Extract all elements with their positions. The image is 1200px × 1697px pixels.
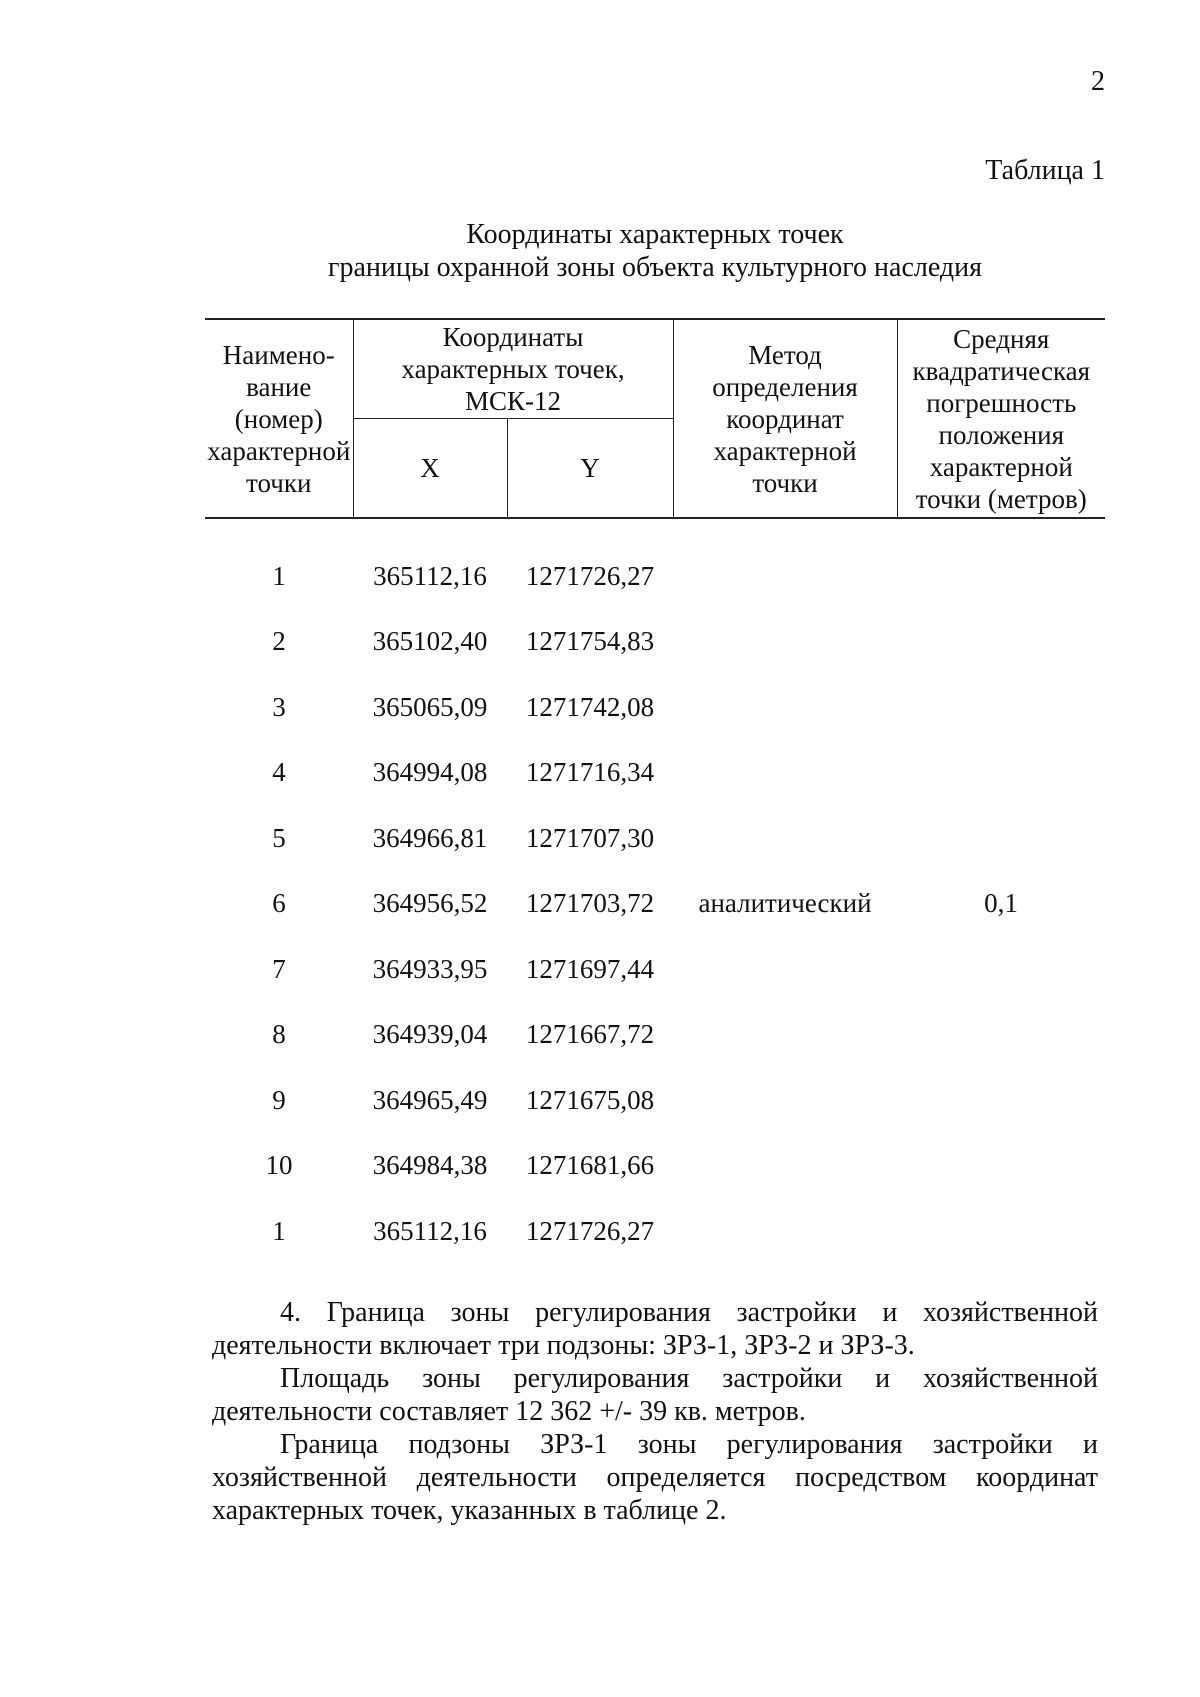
- page-number: 2: [1091, 66, 1105, 97]
- point-y: 1271675,08: [525, 1084, 655, 1115]
- caption-line-1: Координаты характерных точек: [466, 219, 844, 250]
- paragraph-1: 4. Граница зоны регулирования застройки и хозяйственной деятельности включает три подзоны: ЗРЗ-1, ЗРЗ-2 и ЗРЗ-3.: [212, 1297, 1098, 1361]
- point-x: 364965,49: [372, 1084, 488, 1115]
- point-x: 365112,16: [373, 1215, 487, 1246]
- table-body: [205, 518, 1105, 1264]
- point-x: 364939,04: [372, 1019, 488, 1050]
- point-number: 7: [272, 953, 286, 984]
- point-number: 5: [272, 822, 286, 853]
- error-cell: 0,1: [984, 888, 1018, 919]
- point-number: 8: [272, 1019, 286, 1050]
- coordinates-table: [205, 318, 1105, 1264]
- point-x: 365102,40: [372, 626, 488, 657]
- table-caption: [205, 218, 1105, 284]
- point-x: 364966,81: [372, 822, 488, 853]
- header-error: Средняя квадратическая погрешность положения характерной точки (метров): [897, 319, 1105, 518]
- table-row: [205, 518, 1105, 609]
- point-y: 1271681,66: [525, 1150, 655, 1181]
- point-x: 364956,52: [372, 888, 488, 919]
- body-text: [212, 1296, 1098, 1527]
- point-y: 1271707,30: [525, 822, 655, 853]
- point-y: 1271667,72: [525, 1019, 655, 1050]
- header-coordinates: Координаты характерных точек, МСК-12: [353, 319, 673, 419]
- point-number: 2: [272, 626, 286, 657]
- point-number: 3: [272, 691, 286, 722]
- point-y: 1271716,34: [525, 757, 655, 788]
- point-y: 1271742,08: [525, 691, 655, 722]
- point-x: 364984,38: [372, 1150, 488, 1181]
- table-header: [205, 319, 1105, 518]
- point-number: 1: [272, 1215, 286, 1246]
- point-y: 1271754,83: [525, 626, 655, 657]
- point-number: 4: [272, 757, 286, 788]
- point-x: 365065,09: [372, 691, 488, 722]
- point-number: 6: [272, 888, 286, 919]
- caption-line-2: границы охранной зоны объекта культурного наследия: [327, 252, 983, 283]
- paragraph-2: Площадь зоны регулирования застройки и хозяйственной деятельности составляет 12 362 +/- 39 кв. метров.: [212, 1363, 1098, 1427]
- header-point-name: Наимено- вание (номер) характерной точки: [205, 319, 353, 518]
- point-y: 1271703,72: [525, 888, 655, 919]
- header-y: Y: [507, 419, 673, 519]
- point-number: 10: [265, 1150, 293, 1181]
- point-y: 1271697,44: [525, 953, 655, 984]
- point-number: 1: [272, 560, 286, 591]
- point-number: 9: [272, 1084, 286, 1115]
- point-y: 1271726,27: [525, 560, 655, 591]
- header-method: Метод определения координат характерной точки: [673, 319, 897, 518]
- table-label: Таблица 1: [985, 155, 1105, 186]
- point-x: 364994,08: [372, 757, 488, 788]
- paragraph-3: Граница подзоны ЗРЗ-1 зоны регулирования застройки и хозяйственной деятельности определяется посредством координат характерных точек, указанных в таблице 2.: [212, 1429, 1098, 1526]
- method-cell: аналитический: [698, 888, 872, 919]
- point-y: 1271726,27: [525, 1215, 655, 1246]
- header-x: X: [353, 419, 507, 519]
- point-x: 364933,95: [372, 953, 488, 984]
- point-x: 365112,16: [373, 560, 487, 591]
